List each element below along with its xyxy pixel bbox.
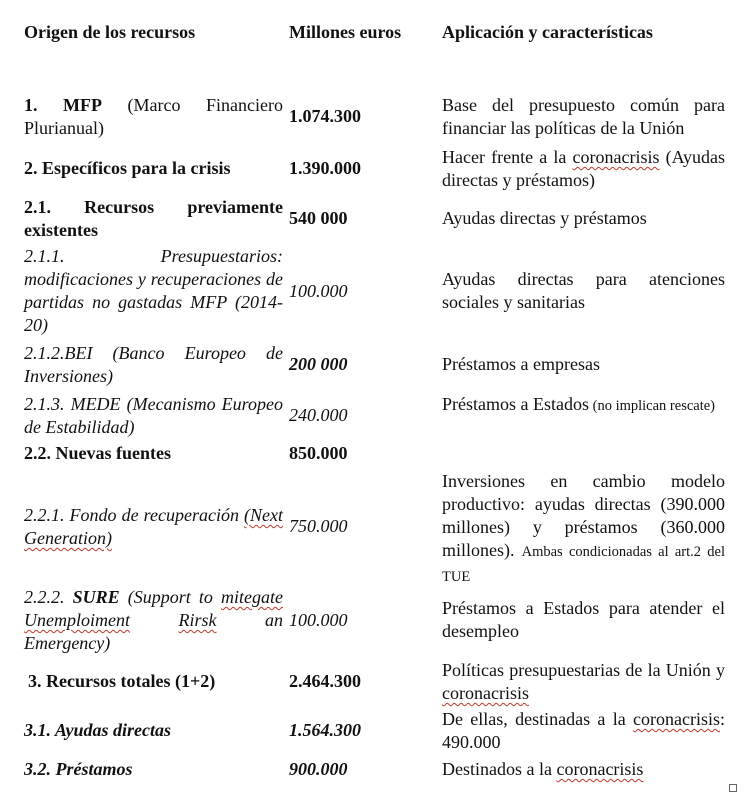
- application-cell: [442, 146, 725, 192]
- application-cell: [442, 708, 725, 754]
- origin-cell: 3. Recursos totales (1+2): [28, 671, 216, 691]
- origin-cell: [24, 586, 283, 655]
- origin-cell: 2. Específicos para la crisis: [24, 158, 231, 178]
- amount-cell: 850.000: [289, 443, 348, 463]
- application-cell: Ayudas directas y préstamos: [442, 208, 647, 228]
- origin-cell: 2.1.2.BEI (Banco Europeo de Inversiones): [24, 343, 283, 386]
- application-cell: [442, 470, 725, 589]
- origin-marked-word-3: Rirsk: [178, 610, 217, 630]
- application-marked-word: coronacrisis: [572, 147, 660, 167]
- application-note: (no implican rescate): [588, 398, 715, 414]
- origin-text-b: an Emergency): [24, 610, 284, 653]
- amount-cell: 100.000: [289, 281, 348, 301]
- amount-cell: 750.000: [289, 516, 348, 536]
- amount-cell: 2.464.300: [289, 671, 361, 691]
- application-cell: [442, 659, 725, 705]
- application-marked-word: coronacrisis: [633, 709, 720, 729]
- amount-cell: 200 000: [289, 354, 348, 374]
- table-resize-handle[interactable]: [729, 784, 737, 792]
- origin-num: 1. MFP: [24, 95, 103, 115]
- origin-text: 2.2.1. Fondo de recuperación: [24, 505, 245, 525]
- origin-cell: 3.1. Ayudas directas: [24, 720, 171, 740]
- application-text: De ellas, destinadas a la: [442, 709, 634, 729]
- amount-cell: 1.390.000: [289, 158, 361, 178]
- application-marked-word: coronacrisis: [442, 683, 529, 703]
- application-text: Préstamos a Estados: [442, 394, 589, 414]
- application-text: Inversiones en cambio modelo productivo: ayudas directas (390.000 millones) y préstamos (360.000 millones).: [442, 471, 725, 560]
- header-origin: Origen de los recursos: [24, 22, 196, 42]
- application-cell: [442, 393, 725, 418]
- origin-cell: [24, 504, 283, 550]
- amount-cell: 1.564.300: [289, 720, 361, 740]
- origin-num: 2.2.2.: [24, 587, 65, 607]
- application-text: Hacer frente a la: [442, 147, 573, 167]
- origin-bold: SURE: [72, 587, 120, 607]
- amount-cell: 900.000: [289, 759, 348, 779]
- application-marked-word: coronacrisis: [556, 759, 644, 779]
- origin-marked-word-2: Unemploiment: [24, 610, 130, 630]
- origin-cell: 2.1.1. Presupuestarios: modificaciones y recuperaciones de partidas no gastadas MFP (2014-20): [24, 246, 283, 335]
- application-text: Políticas presupuestarias de la Unión y: [442, 660, 725, 680]
- application-cell: Base del presupuesto común para financiar las políticas de la Unión: [442, 95, 725, 138]
- origin-cell: 2.1. Recursos previamente existentes: [24, 197, 283, 240]
- amount-cell: 540 000: [289, 208, 348, 228]
- application-cell: Préstamos a empresas: [442, 354, 600, 374]
- application-text: Destinados a la: [442, 759, 557, 779]
- application-cell: [442, 758, 725, 781]
- application-cell: Préstamos a Estados para atender el desempleo: [442, 598, 725, 641]
- amount-cell: 100.000: [289, 610, 348, 630]
- origin-text-a: (Support to: [127, 587, 213, 607]
- application-text-post: (Ayudas directas y préstamos): [442, 147, 725, 190]
- application-note: Ambas condicionadas al art.2 del TUE: [442, 544, 725, 585]
- origin-cell: 2.2. Nuevas fuentes: [24, 443, 171, 463]
- origin-rest: (Marco Financiero Plurianual): [24, 95, 284, 138]
- origin-cell: 2.1.3. MEDE (Mecanismo Europeo de Estabilidad): [24, 394, 283, 437]
- amount-cell: 240.000: [289, 405, 348, 425]
- application-text-post: : 490.000: [442, 709, 725, 752]
- header-application: Aplicación y características: [442, 22, 653, 42]
- header-millions: Millones euros: [289, 22, 402, 42]
- amount-cell: 1.074.300: [289, 106, 361, 126]
- origin-cell: [24, 94, 283, 140]
- origin-marked-word-1: mitegate: [221, 587, 284, 607]
- origin-marked-word: (Next Generation): [24, 505, 283, 548]
- origin-cell: 3.2. Préstamos: [24, 759, 133, 779]
- application-cell: Ayudas directas para atenciones sociales y sanitarias: [442, 269, 725, 312]
